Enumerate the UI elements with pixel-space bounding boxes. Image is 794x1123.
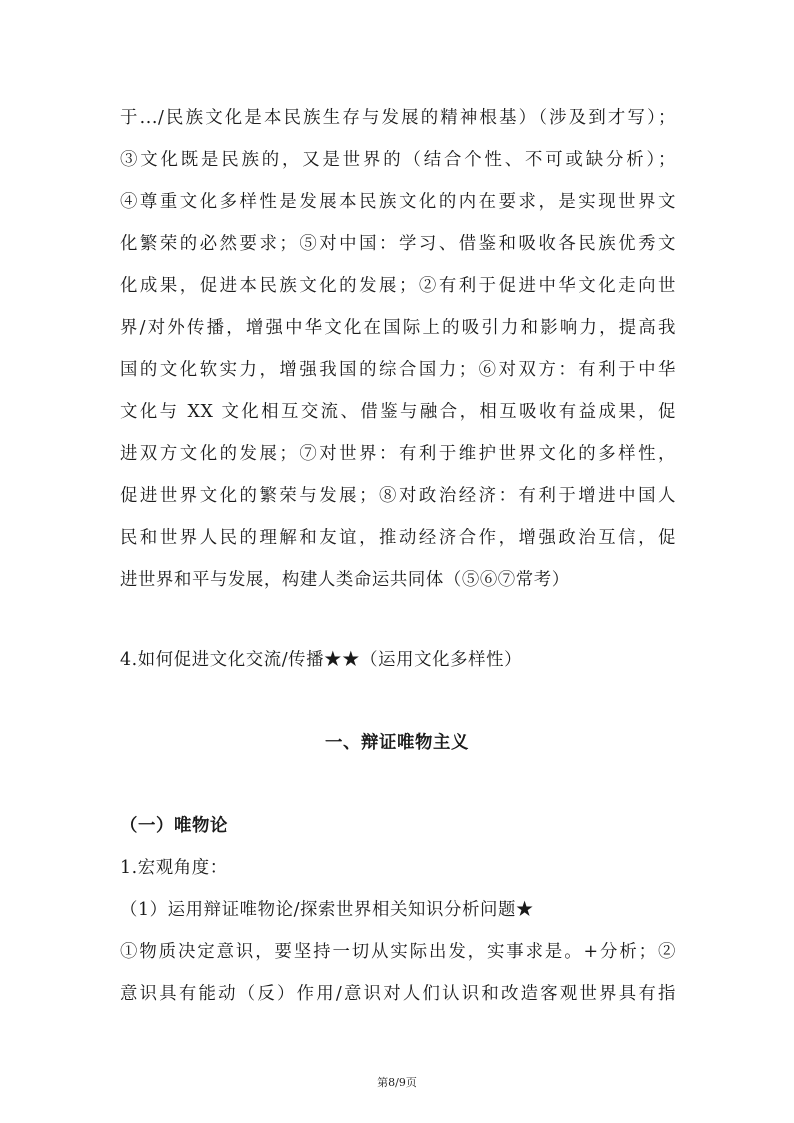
paragraph-line: 于.../民族文化是本民族生存与发展的精神根基）（涉及到才写）；	[120, 108, 676, 128]
item-heading: 1.宏观角度：	[120, 858, 228, 878]
paragraph-line: 化繁荣的必然要求；⑤对中国：学习、借鉴和吸收各民族优秀文	[120, 234, 676, 254]
paragraph-line: 化成果，促进本民族文化的发展；②有利于促进中华文化走向世	[120, 276, 676, 296]
paragraph-line: 文化与 XX 文化相互交流、借鉴与融合，相互吸收有益成果，促	[120, 402, 676, 422]
paragraph-line: ③文化既是民族的，又是世界的（结合个性、不可或缺分析）；	[120, 150, 676, 170]
sub-item-heading: （1）运用辩证唯物论/探索世界相关知识分析问题★	[120, 900, 534, 920]
paragraph-line: 促进世界文化的繁荣与发展；⑧对政治经济：有利于增进中国人	[120, 486, 676, 506]
question-heading: 4.如何促进文化交流/传播★★（运用文化多样性）	[120, 650, 523, 670]
page-number: 第8/9页	[377, 1076, 417, 1089]
answer-line: ①物质决定意识，要坚持一切从实际出发，实事求是。+分析；②	[120, 942, 676, 962]
paragraph-line: ④尊重文化多样性是发展本民族文化的内在要求，是实现世界文	[120, 192, 676, 212]
answer-line: 意识具有能动（反）作用/意识对人们认识和改造客观世界具有指	[120, 984, 676, 1004]
subsection-title: （一）唯物论	[120, 816, 228, 836]
paragraph-line: 进世界和平与发展，构建人类命运共同体（⑤⑥⑦常考）	[120, 570, 570, 590]
paragraph-line: 界/对外传播，增强中华文化在国际上的吸引力和影响力，提高我	[120, 318, 676, 338]
section-title: 一、辩证唯物主义	[325, 733, 469, 753]
paragraph-line: 进双方文化的发展；⑦对世界：有利于维护世界文化的多样性，	[120, 444, 676, 464]
paragraph-line: 国的文化软实力，增强我国的综合国力；⑥对双方：有利于中华	[120, 360, 676, 380]
paragraph-line: 民和世界人民的理解和友谊，推动经济合作，增强政治互信，促	[120, 528, 676, 548]
